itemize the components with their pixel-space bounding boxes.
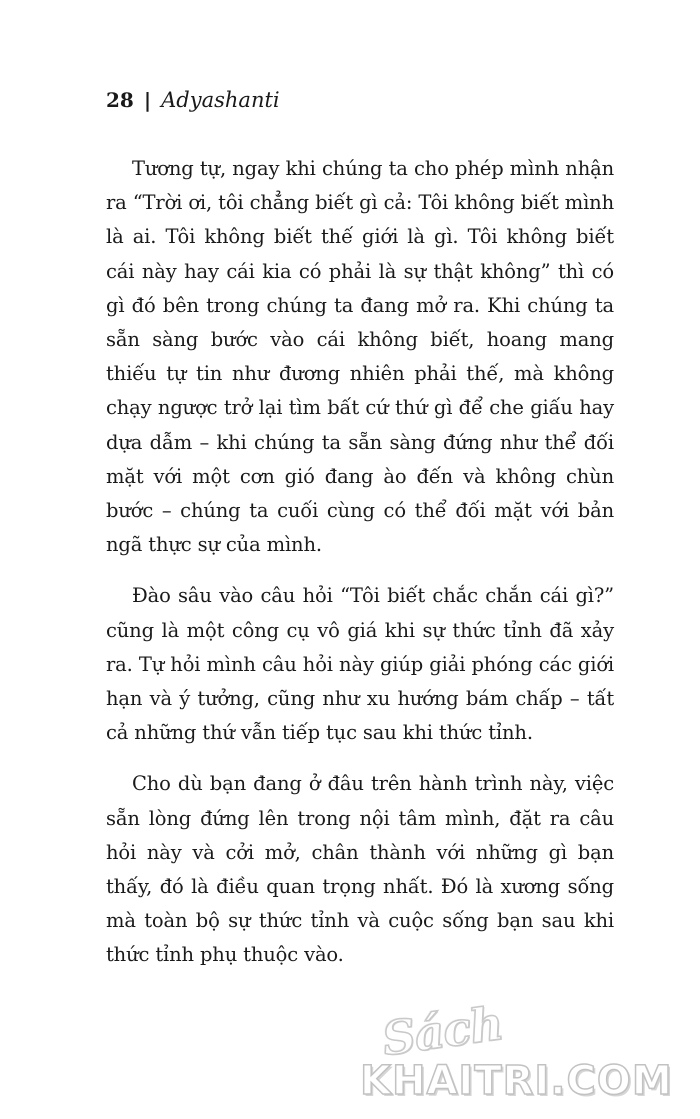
running-header	[106, 86, 280, 114]
watermark-brand-text: KHAITRI.COM	[360, 1058, 673, 1104]
body-text	[106, 152, 614, 990]
paragraph-1: Tương tự, ngay khi chúng ta cho phép mình nhận ra “Trời ơi, tôi chẳng biết gì cả: Tôi không biết mình là ai. Tôi không biết thế giới là gì. Tôi không biết cái này hay cái kia có phải là sự thật không” thì có gì đó bên trong chúng ta đang mở ra. Khi chúng ta sẵn sàng bước vào cái không biết, hoang mang thiếu tự tin như đương nhiên phải thế, mà không chạy ngược trở lại tìm bất cứ thứ gì để che giấu hay dựa dẫm – khi chúng ta sẵn sàng đứng như thể đối mặt với một cơn gió đang ào đến và không chùn bước – chúng ta cuối cùng có thể đối mặt với bản ngã thực sự của mình.	[106, 157, 614, 557]
watermark-script-text: Sách	[378, 995, 506, 1067]
paragraph-2: Đào sâu vào câu hỏi “Tôi biết chắc chắn cái gì?” cũng là một công cụ vô giá khi sự thức tỉnh đã xảy ra. Tự hỏi mình câu hỏi này giúp giải phóng các giới hạn và ý tưởng, cũng như xu hướng bám chấp – tất cả những thứ vẫn tiếp tục sau khi thức tỉnh.	[106, 584, 614, 745]
header-separator: |	[143, 88, 152, 112]
page-number: 28	[106, 88, 134, 112]
watermark-logo	[360, 995, 680, 1110]
paragraph-3: Cho dù bạn đang ở đâu trên hành trình này, việc sẵn lòng đứng lên trong nội tâm mình, đặt ra câu hỏi này và cởi mở, chân thành với những gì bạn thấy, đó là điều quan trọng nhất. Đó là xương sống mà toàn bộ sự thức tỉnh và cuộc sống bạn sau khi thức tỉnh phụ thuộc vào.	[106, 772, 614, 967]
author-name: Adyashanti	[161, 88, 280, 112]
